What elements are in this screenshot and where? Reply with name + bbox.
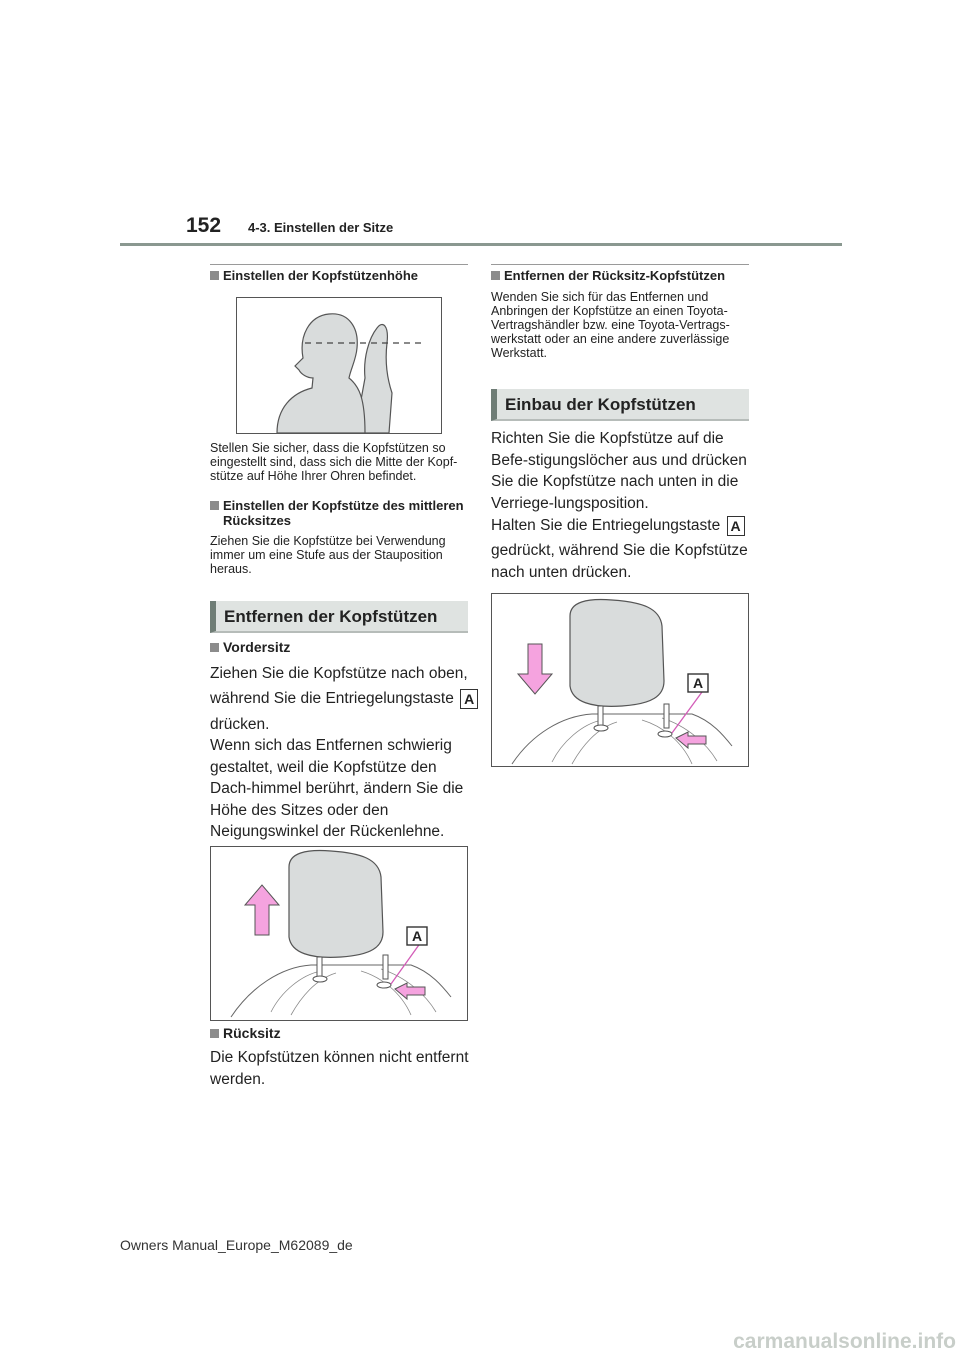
install-section-box: Einbau der Kopfstützen	[491, 389, 749, 421]
install-text-1: Richten Sie die Kopfstütze auf die Befe-stigungslöcher aus und drücken Sie die Kopfstütze nach unten in die Verriege-lungsposition.	[491, 430, 747, 512]
install-text-2-line	[491, 515, 753, 537]
install-text-2: Halten Sie die Entriegelungstaste	[491, 517, 721, 534]
watermark: carmanualsonline.info	[733, 1330, 956, 1353]
remove-section-box: Entfernen der Kopfstützen	[210, 601, 468, 633]
divider	[210, 264, 468, 265]
illustration-head-height	[236, 297, 442, 434]
footer-doc-id: Owners Manual_Europe_M62089_de	[120, 1237, 353, 1253]
rear-remove-text: Wenden Sie sich für das Entfernen und Anbringen der Kopfstütze an einen Toyota-Vertragshändler bzw. eine Toyota-Vertrags-werkstatt oder an eine andere zuverlässige Werkstatt.	[491, 290, 730, 360]
divider-right	[491, 264, 749, 265]
label-a-install: A	[692, 675, 704, 691]
front-text-2: während Sie die Entriegelungstaste	[210, 690, 454, 707]
page-number: 152	[186, 214, 222, 237]
height-text: Stellen Sie sicher, dass die Kopfstützen so eingestellt sind, dass sich die Mitte der Kopf-stütze auf Höhe Ihrer Ohren befindet.	[210, 441, 458, 483]
install-drawing	[492, 594, 748, 766]
install-text-3: gedrückt, während Sie die Kopfstütze nach unten drücken.	[491, 542, 748, 581]
illustration-install	[491, 593, 749, 767]
middle-text: Ziehen Sie die Kopfstütze bei Verwendung immer um eine Stufe aus der Stauposition heraus.	[210, 534, 446, 576]
front-text-3: drücken.	[210, 716, 270, 733]
front-text-4: Wenn sich das Entfernen schwierig gestaltet, weil die Kopfstütze den Dach-himmel berührt, ändern Sie die Höhe des Sitzes oder den Neigungswinkel der Rückenlehne.	[210, 737, 464, 840]
rear-remove-heading: Entfernen der Rücksitz-Kopfstützen	[491, 268, 762, 283]
label-a-inline: A	[460, 689, 478, 709]
section-title: 4-3. Einstellen der Sitze	[248, 220, 394, 235]
height-heading: Einstellen der Kopfstützenhöhe	[210, 268, 481, 283]
front-seat-heading: Vordersitz	[210, 640, 481, 655]
front-remove-drawing	[211, 847, 467, 1020]
label-a-front: A	[411, 928, 423, 944]
illustration-front-remove	[210, 846, 468, 1021]
rear-text: Die Kopfstützen können nicht entfernt werden.	[210, 1049, 469, 1088]
head-height-drawing	[237, 298, 441, 433]
front-text-2-line	[210, 688, 480, 710]
front-text-1: Ziehen Sie die Kopfstütze nach oben,	[210, 665, 468, 682]
rear-seat-heading: Rücksitz	[210, 1026, 481, 1041]
header-rule	[120, 243, 842, 246]
middle-heading: Einstellen der Kopfstütze des mittleren Rücksitzes	[210, 498, 481, 528]
label-a-inline-right: A	[727, 516, 745, 536]
